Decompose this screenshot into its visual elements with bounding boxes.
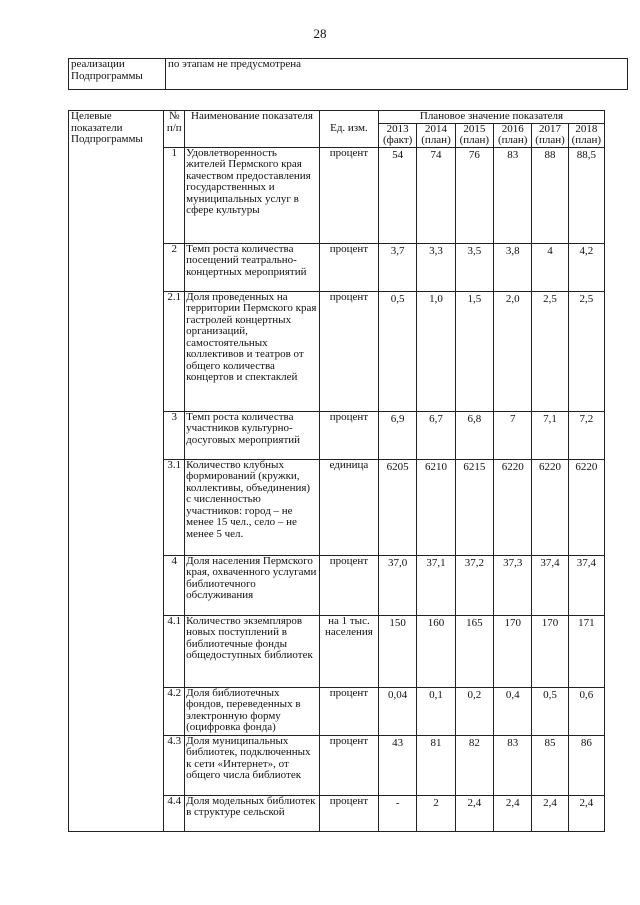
row-value: 6,7 [417,411,455,459]
row-value: 54 [378,147,416,243]
row-value: 2,5 [532,291,568,411]
row-indicator-name: Количество клубных формирований (кружки, коллективы, объединения) с численностью участников: город – не менее 15 чел., село – не менее 5 чел. [185,459,320,555]
row-value: 6220 [532,459,568,555]
row-value: 7 [494,411,532,459]
row-value: 2,4 [568,795,604,831]
row-unit: единица [319,459,378,555]
row-value: 0,5 [532,687,568,735]
row-value: 43 [378,735,416,795]
header-year [568,123,604,147]
row-value: 2,4 [455,795,493,831]
row-number: 4.3 [164,735,185,795]
header-year-value: 2016 [501,122,524,135]
row-value: 2 [417,795,455,831]
row-value: 1,5 [455,291,493,411]
row-value: 37,4 [532,555,568,615]
row-value: 2,4 [532,795,568,831]
row-value: 0,04 [378,687,416,735]
row-unit: процент [319,147,378,243]
row-value: 3,3 [417,243,455,291]
row-number: 3 [164,411,185,459]
row-number: 4.1 [164,615,185,687]
side-label: Целевые показатели Подпрограммы [69,111,164,832]
row-value: 83 [494,735,532,795]
row-indicator-name: Удовлетворенность жителей Пермского края качеством предоставления государственных и муниципальных услуг в сфере культуры [185,147,320,243]
row-value: 4,2 [568,243,604,291]
row-value: 6220 [494,459,532,555]
header-year-kind: (план) [421,134,451,146]
stages-label: реализации Подпрограммы [69,59,166,90]
row-value: 0,4 [494,687,532,735]
header-num: № п/п [164,111,185,148]
row-value: 37,1 [417,555,455,615]
row-value: 171 [568,615,604,687]
header-year [455,123,493,147]
row-value: 2,4 [494,795,532,831]
row-value: 37,0 [378,555,416,615]
row-value: 165 [455,615,493,687]
row-indicator-name: Доля муниципальных библиотек, подключенных к сети «Интернет», от общего числа библиотек [185,735,320,795]
row-value: 160 [417,615,455,687]
row-value: 6215 [455,459,493,555]
row-value: 2,0 [494,291,532,411]
header-year-kind: (план) [497,134,528,146]
row-unit: процент [319,795,378,831]
row-value: 6,8 [455,411,493,459]
row-value: 74 [417,147,455,243]
row-value: 37,2 [455,555,493,615]
header-name: Наименование показателя [185,111,320,148]
header-year [494,123,532,147]
header-year-kind: (план) [535,134,565,146]
header-year-value: 2014 [425,122,447,135]
header-year-value: 2015 [463,122,486,135]
row-value: 170 [532,615,568,687]
page-number: 28 [313,26,327,41]
row-value: 2,5 [568,291,604,411]
header-year-value: 2018 [575,122,598,135]
row-value: 6220 [568,459,604,555]
header-year-kind: (план) [571,134,602,146]
row-value: 37,4 [568,555,604,615]
row-value: 6210 [417,459,455,555]
row-value: 88,5 [568,147,604,243]
header-unit: Ед. изм. [319,111,378,148]
row-value: 76 [455,147,493,243]
header-year-value: 2013 [386,122,409,135]
row-value: 6205 [378,459,416,555]
row-indicator-name: Доля населения Пермского края, охваченного услугами библиотечного обслуживания [185,555,320,615]
row-unit: процент [319,687,378,735]
row-value: 0,5 [378,291,416,411]
header-plan: Плановое значение показателя [378,111,604,124]
header-year [532,123,568,147]
row-indicator-name: Доля проведенных на территории Пермского края гастролей концертных организаций, самостоятельных коллективов и театров от общего количества концертов и спектаклей [185,291,320,411]
row-value: 85 [532,735,568,795]
row-value: 4 [532,243,568,291]
row-value: 37,3 [494,555,532,615]
row-value: 6,9 [378,411,416,459]
row-value: 170 [494,615,532,687]
row-value: 88 [532,147,568,243]
row-value: 86 [568,735,604,795]
stages-value: по этапам не предусмотрена [166,59,628,90]
row-value: - [378,795,416,831]
row-unit: процент [319,411,378,459]
row-value: 1,0 [417,291,455,411]
row-indicator-name: Темп роста количества посещений театрально-концертных мероприятий [185,243,320,291]
row-value: 0,2 [455,687,493,735]
row-indicator-name: Темп роста количества участников культурно-досуговых мероприятий [185,411,320,459]
header-year-kind: (план) [459,134,490,146]
row-value: 3,8 [494,243,532,291]
row-value: 3,5 [455,243,493,291]
row-value: 83 [494,147,532,243]
row-indicator-name: Количество экземпляров новых поступлений в библиотечные фонды общедоступных библиотек [185,615,320,687]
row-number: 2.1 [164,291,185,411]
row-unit: процент [319,555,378,615]
row-value: 3,7 [378,243,416,291]
row-number: 4 [164,555,185,615]
header-year [378,123,416,147]
row-indicator-name: Доля библиотечных фондов, переведенных в электронную форму (оцифровка фонда) [185,687,320,735]
header-year-value: 2017 [539,122,562,135]
row-unit: процент [319,735,378,795]
row-number: 3.1 [164,459,185,555]
row-value: 7,2 [568,411,604,459]
header-year [417,123,455,147]
row-number: 4.4 [164,795,185,831]
row-number: 2 [164,243,185,291]
row-value: 0,1 [417,687,455,735]
implementation-stages-table [68,58,628,90]
row-value: 0,6 [568,687,604,735]
row-number: 1 [164,147,185,243]
row-value: 150 [378,615,416,687]
indicators-table [68,110,605,832]
row-value: 81 [417,735,455,795]
row-unit: процент [319,243,378,291]
row-unit: на 1 тыс. населения [319,615,378,687]
row-number: 4.2 [164,687,185,735]
header-year-kind: (факт) [382,134,413,146]
row-indicator-name: Доля модельных библиотек в структуре сельской [185,795,320,831]
row-unit: процент [319,291,378,411]
row-value: 7,1 [532,411,568,459]
row-value: 82 [455,735,493,795]
header-row-1 [69,111,605,124]
